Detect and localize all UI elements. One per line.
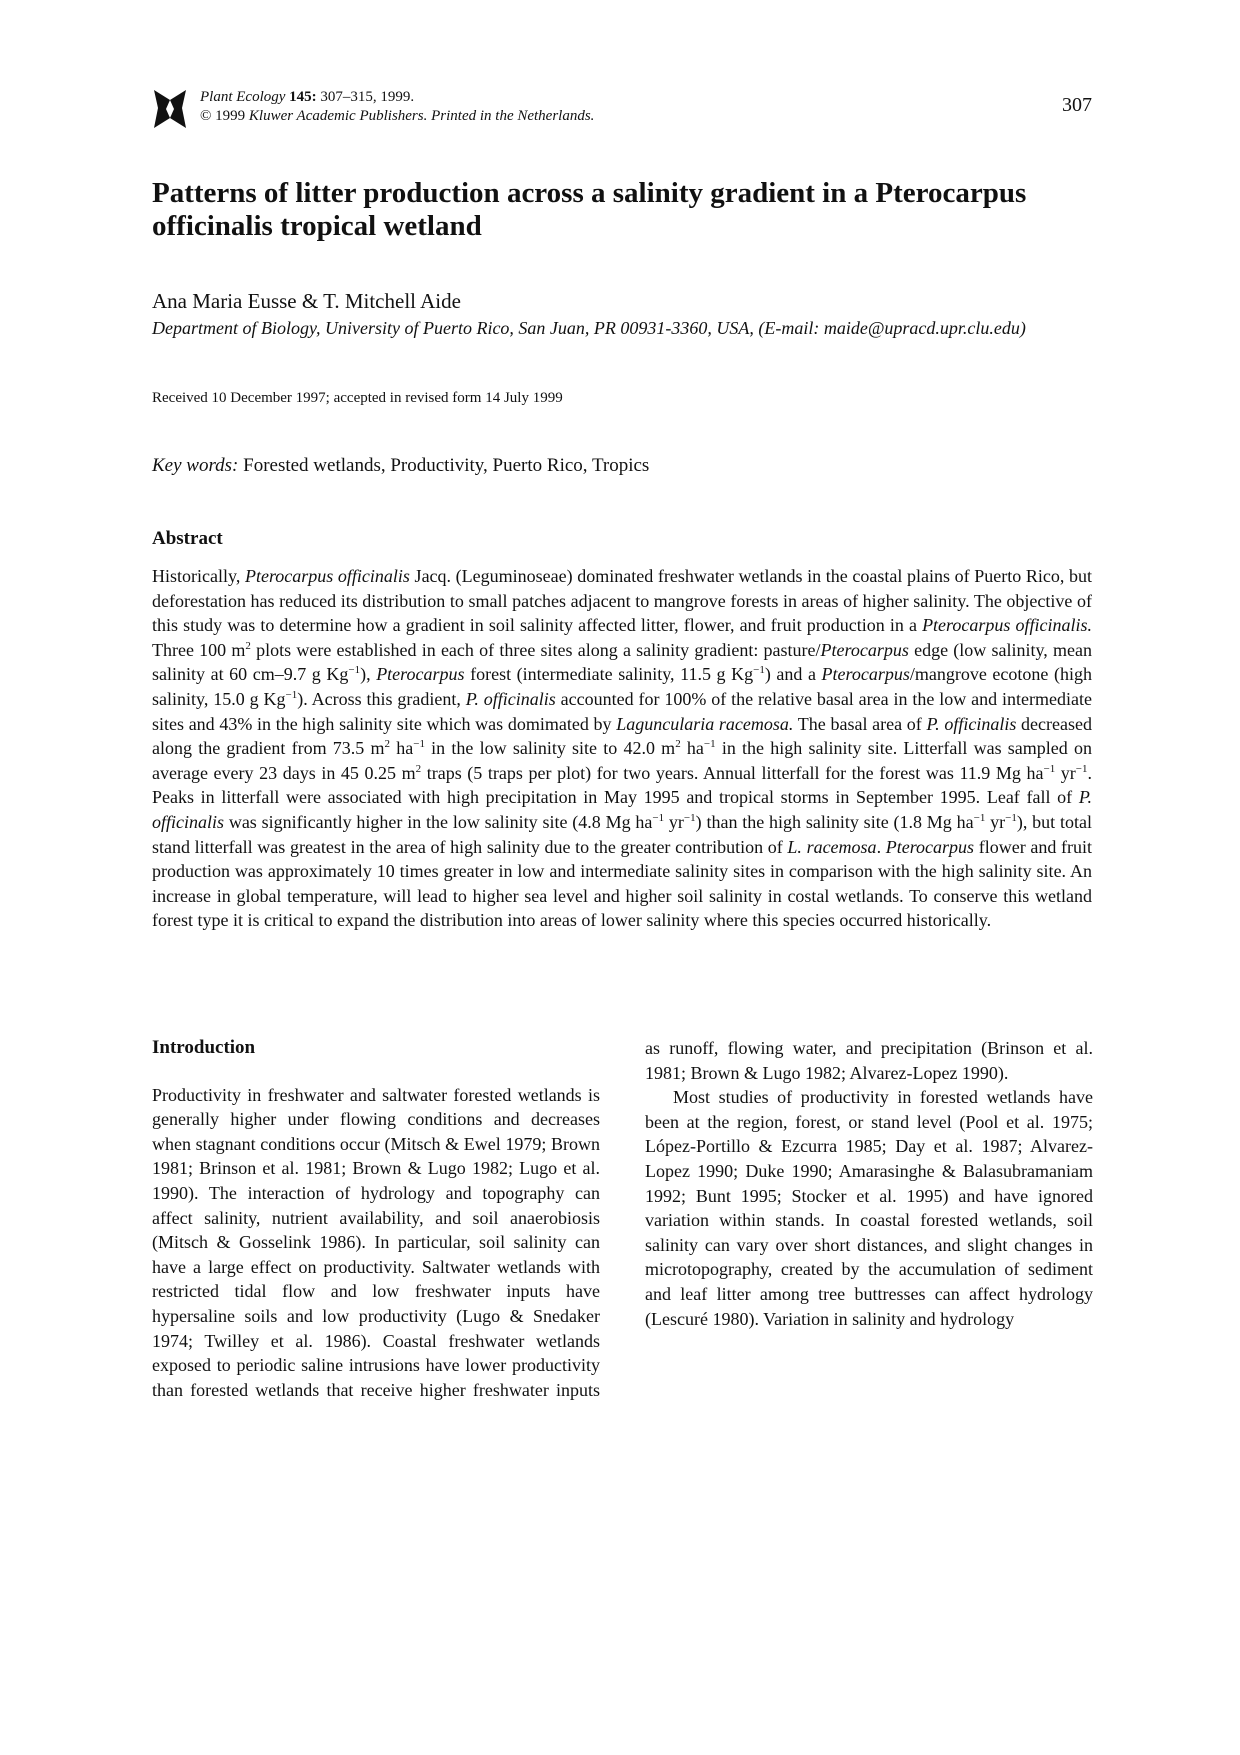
abstract-segment: . Peaks in litterfall were associated with high precipitation in May 1995 and tropical storms in September 1995. Leaf fall of (152, 762, 1093, 808)
abstract-segment: ha (390, 738, 414, 759)
author-affiliation: Department of Biology, University of Puerto Rico, San Juan, PR 00931-3360, USA, (E-mail: maide@upracd.upr.clu.edu) (152, 318, 1026, 338)
abstract-segment: in the high salinity site. Litterfall was sampled on average every 23 days in 45 0.25 m (152, 738, 1092, 783)
abstract-body (152, 564, 1092, 933)
article-authors: Ana Maria Eusse & T. Mitchell Aide (152, 289, 461, 313)
abstract-segment: −1 (703, 738, 716, 751)
introduction-paragraph-1-continued: as runoff, flowing water, and precipitation (Brinson et al. 1981; Brown & Lugo 1982; Alvarez-Lopez 1990). (645, 1038, 1093, 1083)
publisher: Kluwer Academic Publishers. Printed in the Netherlands. (248, 108, 595, 124)
keywords-label: Key words: (152, 455, 239, 476)
abstract-segment: plots were established in each of three sites along a salinity gradient: pasture/ (250, 639, 821, 660)
abstract-segment: −1 (285, 688, 298, 701)
introduction-paragraph-2: Most studies of productivity in forested wetlands have been at the region, forest, or stand level (Pool et al. 1975; López-Portillo & Ezcurra 1985; Day et al. 1987; Alvarez-Lopez 1990; Duke 1990; Amarasinghe & Balasubramaniam 1992; Bunt 1995; Stocker et al. 1995) and have ignored variation within stands. In coastal forested wetlands, soil salinity can vary over short distances, and slight changes in microtopography, created by the accumulation of sediment and leaf litter among tree buttresses can affect hydrology (Lescuré 1980). Variation in salinity and hydrology (645, 1087, 1093, 1329)
abstract-heading: Abstract (152, 528, 223, 549)
page-number: 307 (1062, 94, 1092, 116)
abstract-segment: traps (5 traps per plot) for two years. Annual litterfall for the forest was 11.9 Mg ha (421, 762, 1044, 783)
abstract-segment: L. racemosa (787, 836, 877, 857)
abstract-segment: −1 (1075, 762, 1088, 775)
abstract-segment: Historically, (152, 566, 245, 586)
abstract-segment: Pterocarpus (885, 836, 975, 857)
abstract-segment: ) and a (764, 664, 822, 685)
abstract-segment: edge (low salinity, mean salinity at 60 cm–9.7 g Kg (152, 639, 1092, 685)
abstract-segment: −1 (652, 811, 665, 824)
abstract-segment: Pterocarpus officinalis (244, 566, 410, 586)
received-date: Received 10 December 1997; accepted in revised form 14 July 1999 (152, 390, 563, 406)
abstract-segment: flower and fruit production was approximately 10 times greater in low and intermediate salinity sites in comparison with the high salinity site. An increase in global temperature, will lead to higher sea level and higher soil salinity in costal wetlands. To conserve this wetland forest type it is critical to expand the distribution into areas of lower salinity where this species occurred historically. (152, 836, 1093, 931)
abstract-segment: 2 (415, 762, 422, 775)
abstract-segment: in the low salinity site to 42.0 m (424, 738, 676, 759)
introduction-paragraph-1: Productivity in freshwater and saltwater forested wetlands is generally higher under flowing conditions and decreases when stagnant conditions occur (Mitsch & Ewel 1979; Brown 1981; Brinson et al. 1981; Brown & Lugo 1982; Lugo et al. 1990). The interaction of hydrology and topography can affect salinity, nutrient availability, and soil anaerobiosis (Mitsch & Gosselink 1986). In particular, soil salinity can have a large effect on productivity. Saltwater wetlands with restricted tidal flow and low freshwater inputs have hypersaline soils and low productivity (Lugo & Snedaker 1974; Twilley et al. 1986). Coastal freshwater wetlands exposed to periodic saline intrusions have lower productivity than forested wetlands that receive higher freshwater inputs (152, 1084, 600, 1400)
journal-name: Plant Ecology (200, 89, 286, 105)
abstract-segment: P. officinalis (926, 713, 1017, 734)
introduction-heading: Introduction (152, 1037, 256, 1058)
abstract-segment: Pterocarpus officinalis. (922, 615, 1092, 636)
abstract-segment: Jacq. (Leguminoseae) dominated freshwater wetlands in the coastal plains of Puerto Rico, but deforestation has reduced its distribution to small patches adjacent to mangrove forests in areas of higher salinity. The objective of this study was to determine how a gradient in soil salinity affected litter, flower, and fruit production in a (152, 566, 1092, 636)
abstract-segment: 2 (384, 738, 391, 751)
keywords (152, 455, 649, 477)
keywords-list: Forested wetlands, Productivity, Puerto Rico, Tropics (243, 455, 650, 476)
kluwer-logo-icon (152, 86, 188, 132)
journal-volume: 145: (289, 89, 317, 105)
copyright-year: 1999 (215, 108, 246, 124)
left-column (152, 1036, 600, 1402)
abstract-segment: Pterocarpus (821, 664, 910, 685)
abstract-segment: −1 (348, 664, 361, 677)
abstract-segment: Three 100 m (152, 639, 246, 660)
abstract-segment: yr (985, 811, 1006, 832)
abstract-segment: 2 (675, 738, 681, 751)
abstract-segment: ). Across this gradient, (297, 688, 466, 709)
abstract-segment: yr (1055, 762, 1076, 783)
abstract-segment: forest (intermediate salinity, 11.5 g Kg (464, 664, 754, 685)
right-column (645, 1036, 1093, 1331)
article-title: Patterns of litter production across a salinity gradient in a Pterocarpus officinalis tropical wetland (152, 177, 1027, 242)
abstract-segment: The basal area of (793, 713, 927, 734)
abstract-segment: /mangrove ecotone (high salinity, 15.0 g Kg (152, 664, 1092, 709)
abstract-segment: ha (680, 738, 704, 759)
abstract-segment: ), (360, 664, 377, 685)
abstract-segment: −1 (973, 811, 986, 824)
abstract-segment: P. officinalis (465, 688, 556, 709)
abstract-segment: −1 (1043, 762, 1056, 775)
abstract-segment: yr (664, 811, 684, 832)
abstract-segment: Laguncularia racemosa. (616, 713, 794, 734)
abstract-segment: ) than the high salinity site (1.8 Mg ha (695, 811, 974, 832)
abstract-segment: −1 (683, 811, 696, 824)
abstract-segment: Pterocarpus (820, 639, 909, 660)
abstract-segment: accounted for 100% of the relative basal area in the low and intermediate sites and 43% in the high salinity site which was domimated by (152, 688, 1092, 734)
abstract-segment: P. officinalis (152, 787, 1092, 832)
abstract-segment: 2 (245, 639, 251, 652)
abstract-segment: Pterocarpus (376, 664, 465, 685)
abstract-segment: −1 (413, 738, 425, 751)
abstract-segment: −1 (753, 664, 765, 677)
abstract-segment: . (876, 836, 886, 857)
journal-citation (200, 88, 594, 126)
journal-pages-year: 307–315, 1999. (320, 89, 415, 105)
abstract-segment: decreased along the gradient from 73.5 m (152, 713, 1092, 759)
abstract-segment: ), but total stand litterfall was greatest in the area of high salinity due to the greater contribution of (152, 811, 1092, 857)
abstract-segment: was significantly higher in the low salinity site (4.8 Mg ha (224, 811, 653, 832)
abstract-segment: −1 (1005, 811, 1017, 824)
copyright-symbol: © (200, 108, 212, 124)
